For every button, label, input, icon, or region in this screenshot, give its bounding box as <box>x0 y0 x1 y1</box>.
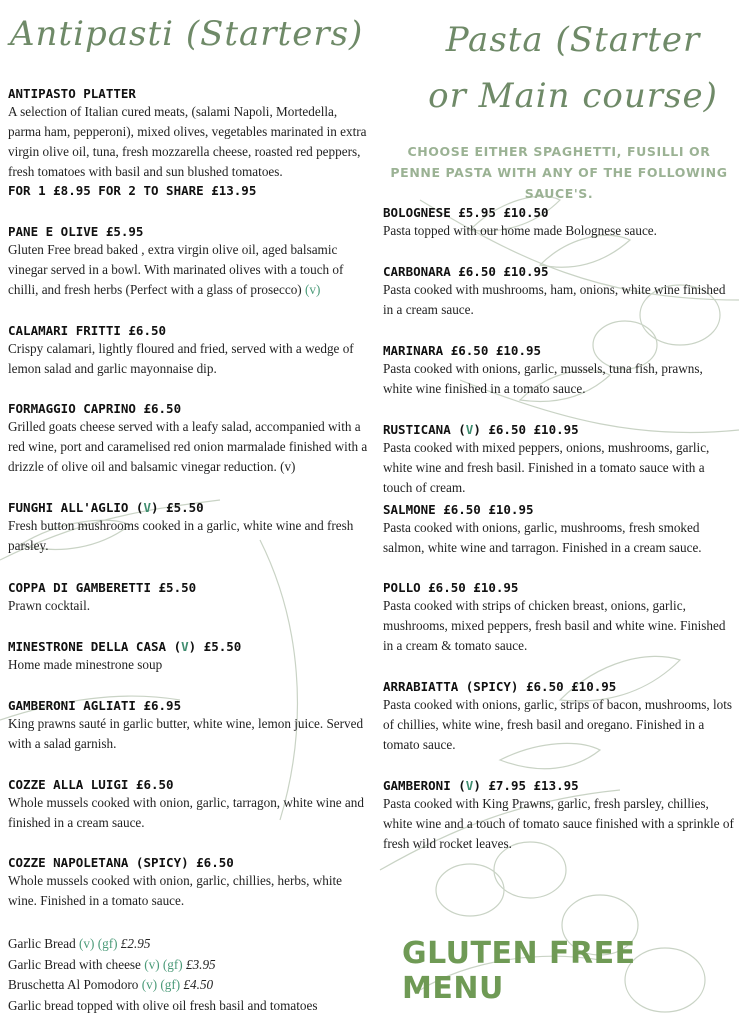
item-name-post: ) £7.95 £13.95 <box>473 778 579 793</box>
extra-line <box>8 975 317 996</box>
menu-item <box>8 499 368 556</box>
item-description-text: Gluten Free bread baked , extra virgin olive oil, aged balsamic vinegar served in a bowl. With marinated olives with a touch of chilli, and fresh herbs (Perfect with a glass of prosecco) <box>8 242 344 297</box>
item-description: Pasta cooked with mixed peppers, onions, mushrooms, garlic, white wine and fresh basil. Finished in a tomato sauce with a touch of cream. <box>383 440 710 495</box>
item-description: Pasta cooked with mushrooms, ham, onions, white wine finished in a cream sauce. <box>383 282 726 317</box>
item-description: Pasta cooked with strips of chicken breast, onions, garlic, mushrooms, mixed peppers, fresh basil and white wine. Finished in a cream & tomato sauce. <box>383 598 726 653</box>
item-description: Whole mussels cooked with onion, garlic, tarragon, white wine and finished in a cream sauce. <box>8 795 364 830</box>
vegetarian-mark: V <box>181 639 189 654</box>
menu-item <box>383 678 735 755</box>
item-description: A selection of Italian cured meats, (salami Napoli, Mortedella, parma ham, pepperoni), mixed olives, vegetables marinated in extra virgin olive oil, tuna, fresh mozzarella cheese, roasted red peppers, fresh tomatoes with basil and sun blushed tomatoes. <box>8 104 367 179</box>
extra-line <box>8 955 317 976</box>
item-name: CALAMARI FRITTI £6.50 <box>8 323 167 338</box>
menu-item <box>8 85 368 200</box>
menu-item <box>8 638 368 675</box>
menu-item <box>8 776 368 833</box>
menu-item <box>383 501 735 558</box>
item-name: FORMAGGIO CAPRINO £6.50 <box>8 401 182 416</box>
menu-item <box>383 777 735 854</box>
item-description: Pasta cooked with onions, garlic, strips of bacon, mushrooms, lots of chillies, white wine, fresh basil and oregano. Finished in a tomato sauce. <box>383 697 733 752</box>
item-name: CARBONARA £6.50 £10.95 <box>383 264 549 279</box>
item-name: COPPA DI GAMBERETTI £5.50 <box>8 580 197 595</box>
item-share-price: FOR 1 £8.95 FOR 2 TO SHARE £13.95 <box>8 183 257 198</box>
menu-item <box>8 400 368 477</box>
item-name: ARRABIATTA (SPICY) £6.50 £10.95 <box>383 679 617 694</box>
item-name: POLLO £6.50 £10.95 <box>383 580 519 595</box>
item-description: Prawn cocktail. <box>8 598 91 613</box>
item-description: Whole mussels cooked with onion, garlic, chillies, herbs, white wine. Finished in a tomato sauce. <box>8 873 343 908</box>
item-description: Pasta cooked with King Prawns, garlic, fresh parsley, chillies, white wine and a touch of tomato sauce finished with a sprinkle of fresh wild rocket leaves. <box>383 796 734 851</box>
diet-tags: (v) (gf) <box>144 956 183 972</box>
item-description: Home made minestrone soup <box>8 657 163 672</box>
item-description: Pasta topped with our home made Bolognese sauce. <box>383 223 657 238</box>
menu-item <box>8 579 368 616</box>
item-name-pre: FUNGHI ALL'AGLIO ( <box>8 500 144 515</box>
vegetarian-mark: V <box>465 422 474 437</box>
item-description <box>8 240 368 300</box>
item-description: King prawns sauté in garlic butter, white wine, lemon juice. Served with a salad garnish. <box>8 716 364 751</box>
item-name-post: ) £5.50 <box>188 639 242 654</box>
extra-price: £3.95 <box>185 956 216 972</box>
extra-price: £4.50 <box>183 977 214 992</box>
item-name-pre: GAMBERONI ( <box>383 778 466 793</box>
item-name: COZZE ALLA LUIGI £6.50 <box>8 777 174 792</box>
menu-item <box>383 263 735 320</box>
extra-line <box>8 934 317 955</box>
vegetarian-mark: V <box>143 500 151 515</box>
item-name: COZZE NAPOLETANA (SPICY) £6.50 <box>8 855 234 870</box>
item-name <box>383 421 735 438</box>
vegetarian-mark: (v) <box>304 282 321 297</box>
item-name: GAMBERONI AGLIATI £6.95 <box>8 698 182 713</box>
pasta-heading: Pasta (Starter or Main course) <box>428 20 718 116</box>
menu-item <box>383 342 735 399</box>
item-name-pre: RUSTICANA ( <box>383 422 466 437</box>
menu-item <box>383 579 735 656</box>
item-name-post: ) £5.50 <box>151 500 204 515</box>
extras-note: Garlic bread topped with olive oil fresh basil and tomatoes <box>8 997 318 1013</box>
bread-extras <box>8 934 317 1016</box>
menu-item <box>8 854 368 911</box>
extra-label: Garlic Bread with cheese <box>8 956 141 972</box>
diet-tags: (v) (gf) <box>79 936 118 951</box>
menu-item <box>383 421 735 498</box>
extra-label: Garlic Bread <box>8 936 76 951</box>
item-name: BOLOGNESE £5.95 £10.50 <box>383 205 549 220</box>
item-name <box>8 638 368 655</box>
vegetarian-mark: V <box>465 778 474 793</box>
antipasti-heading: Antipasti (Starters) <box>10 14 364 54</box>
gluten-free-menu-title: GLUTEN FREE MENU <box>402 936 636 1006</box>
item-name-post: ) £6.50 £10.95 <box>473 422 579 437</box>
menu-item <box>8 223 368 300</box>
extra-label: Bruschetta Al Pomodoro <box>8 977 139 992</box>
menu-item <box>8 697 368 754</box>
item-description: Pasta cooked with onions, garlic, mussels, tuna fish, prawns, white wine finished in a tomato sauce. <box>383 361 703 396</box>
item-description: Pasta cooked with onions, garlic, mushrooms, fresh smoked salmon, white wine and tarragon. Finished in a cream sauce. <box>383 520 702 555</box>
pasta-intro: CHOOSE EITHER SPAGHETTI, FUSILLI OR PENNE PASTA WITH ANY OF THE FOLLOWING SAUCE'S. <box>390 144 728 201</box>
item-name: MARINARA £6.50 £10.95 <box>383 343 542 358</box>
item-name <box>383 777 735 794</box>
menu-item <box>8 322 368 379</box>
item-description: Grilled goats cheese served with a leafy salad, accompanied with a red wine, port and caramelised red onion marmalade finished with a drizzle of olive oil and balsamic vinegar reduction. (v) <box>8 419 368 474</box>
item-name: PANE E OLIVE £5.95 <box>8 224 144 239</box>
item-name <box>8 499 368 516</box>
diet-tags: (v) (gf) <box>141 977 181 992</box>
item-description: Fresh button mushrooms cooked in a garlic, white wine and fresh parsley. <box>8 518 354 553</box>
item-name: ANTIPASTO PLATTER <box>8 86 136 101</box>
item-name: SALMONE £6.50 £10.95 <box>383 502 534 517</box>
item-description: Crispy calamari, lightly floured and fried, served with a wedge of lemon salad and garlic mayonnaise dip. <box>8 341 354 376</box>
extra-price: £2.95 <box>120 936 151 951</box>
menu-item <box>383 204 735 241</box>
item-name-pre: MINESTRONE DELLA CASA ( <box>8 639 182 654</box>
